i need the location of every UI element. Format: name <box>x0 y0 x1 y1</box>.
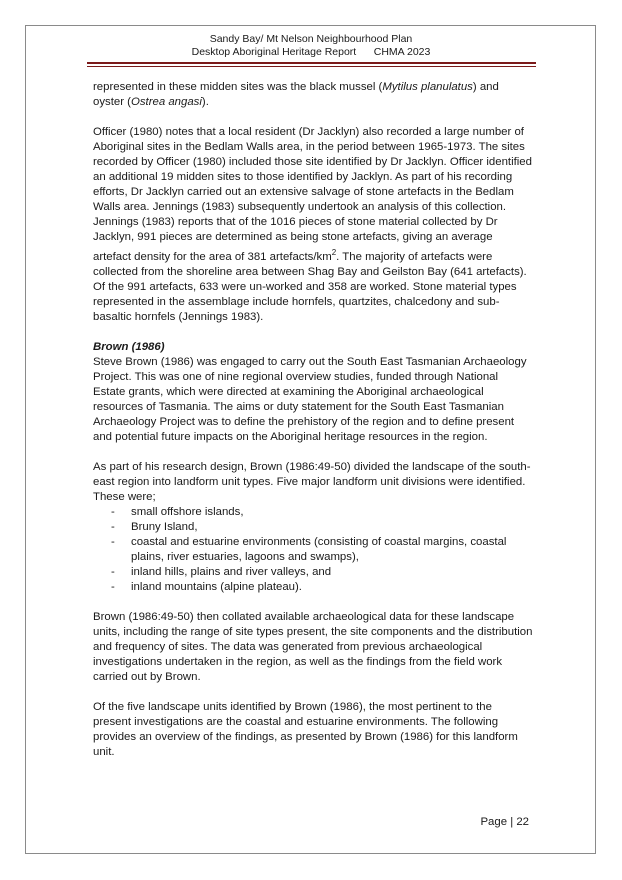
list-item <box>93 565 533 580</box>
list-item-text: inland mountains (alpine plateau). <box>131 580 302 593</box>
paragraph-landscape-units: Of the five landscape units identified by Brown (1986), the most pertinent to the present investigations are the coastal and estuarine environments. The following provides an overview of the findings, as presented by Brown (1986) for this landform unit. <box>93 700 518 758</box>
list-item <box>93 580 533 595</box>
page-number: Page | 22 <box>480 816 529 828</box>
list-item-text: small offshore islands, <box>131 505 244 518</box>
species-name: Ostrea angasi <box>130 96 202 108</box>
list-item <box>93 535 533 565</box>
main-content <box>93 80 533 775</box>
superscript: 2 <box>331 248 337 257</box>
paragraph-text: Officer (1980) notes that a local resident (Dr Jacklyn) also recorded a large number of Aboriginal sites in the Bedlam Walls area, in the period between 1965-1973. The sites recorded by Officer (1980) included those site identified by Dr Jacklyn. Officer identified an additional 19 midden sites to those identified by Jacklyn. As part of his recording efforts, Dr Jacklyn carried out an extensive salvage of stone artefacts in the Bedlam Walls area. Jennings (1983) subsequently undertook an analysis of this collection. Jennings (1983) reports that of the 1016 pieces of stone material collected by Dr Jacklyn, 991 pieces are determined as being stone artefacts, giving an average artefact density for the area of 381 artefacts/km <box>93 126 532 263</box>
species-name: Mytilus planulatus <box>382 81 473 93</box>
paragraph-midden-shellfish <box>93 80 533 110</box>
header-organisation: CHMA 2023 <box>373 46 431 58</box>
paragraph-text: ) and oyster ( <box>93 81 499 108</box>
bullet-dash: - <box>111 565 115 578</box>
section-heading: Brown (1986) <box>93 340 165 353</box>
header-title: Sandy Bay/ Mt Nelson Neighbourhood Plan <box>209 33 413 45</box>
bullet-dash: - <box>111 580 115 593</box>
list-item-text: coastal and estuarine environments (consisting of coastal margins, coastal plains, river estuaries, lagoons and swamps), <box>131 535 507 563</box>
bullet-dash: - <box>111 535 115 548</box>
list-item-text: inland hills, plains and river valleys, and <box>131 565 332 578</box>
list-item <box>93 505 533 520</box>
paragraph-research-design: As part of his research design, Brown (1986:49-50) divided the landscape of the south-east region into landform unit types. Five major landform unit divisions were identified. These were; <box>93 460 531 503</box>
paragraph-text: ). <box>201 96 209 108</box>
bullet-dash: - <box>111 505 115 518</box>
header-rule-thick <box>87 62 536 64</box>
header-rule-thin <box>87 66 536 67</box>
paragraph-text: . The majority of artefacts were collected from the shoreline area between Shag Bay and Geilston Bay (641 artefacts). Of the 991 artefacts, 633 were un-worked and 358 are worked. Stone material types represented in the assemblage include hornfels, quartzites, chalcedony and sub-basaltic hornfels (Jennings 1983). <box>93 250 527 323</box>
paragraph-data-collation: Brown (1986:49-50) then collated available archaeological data for these landscape units, including the range of site types present, the site components and the distribution and frequency of sites. The data was generated from previous archaeological investigations undertaken in the region, as well as the findings from the field work carried out by Brown. <box>93 610 533 683</box>
header-report-title: Desktop Aboriginal Heritage Report <box>191 46 357 58</box>
paragraph-brown-project: Steve Brown (1986) was engaged to carry out the South East Tasmanian Archaeology Project. This was one of nine regional overview studies, funded through National Estate grants, which were directed at examining the Aboriginal archaeological resources of Tasmania. The aims or duty statement for the South East Tasmanian Archaeology Project was to define the prehistory of the region and to define present and potential future impacts on the Aboriginal heritage resources in the region. <box>93 355 527 443</box>
paragraph-officer-jacklyn <box>93 125 533 325</box>
bullet-dash: - <box>111 520 115 533</box>
landform-unit-list <box>93 505 533 595</box>
list-item <box>93 520 533 535</box>
paragraph-text: represented in these midden sites was the black mussel ( <box>93 81 383 93</box>
list-item-text: Bruny Island, <box>131 520 198 533</box>
running-header <box>0 33 622 59</box>
header-subtitle-line <box>0 46 622 59</box>
